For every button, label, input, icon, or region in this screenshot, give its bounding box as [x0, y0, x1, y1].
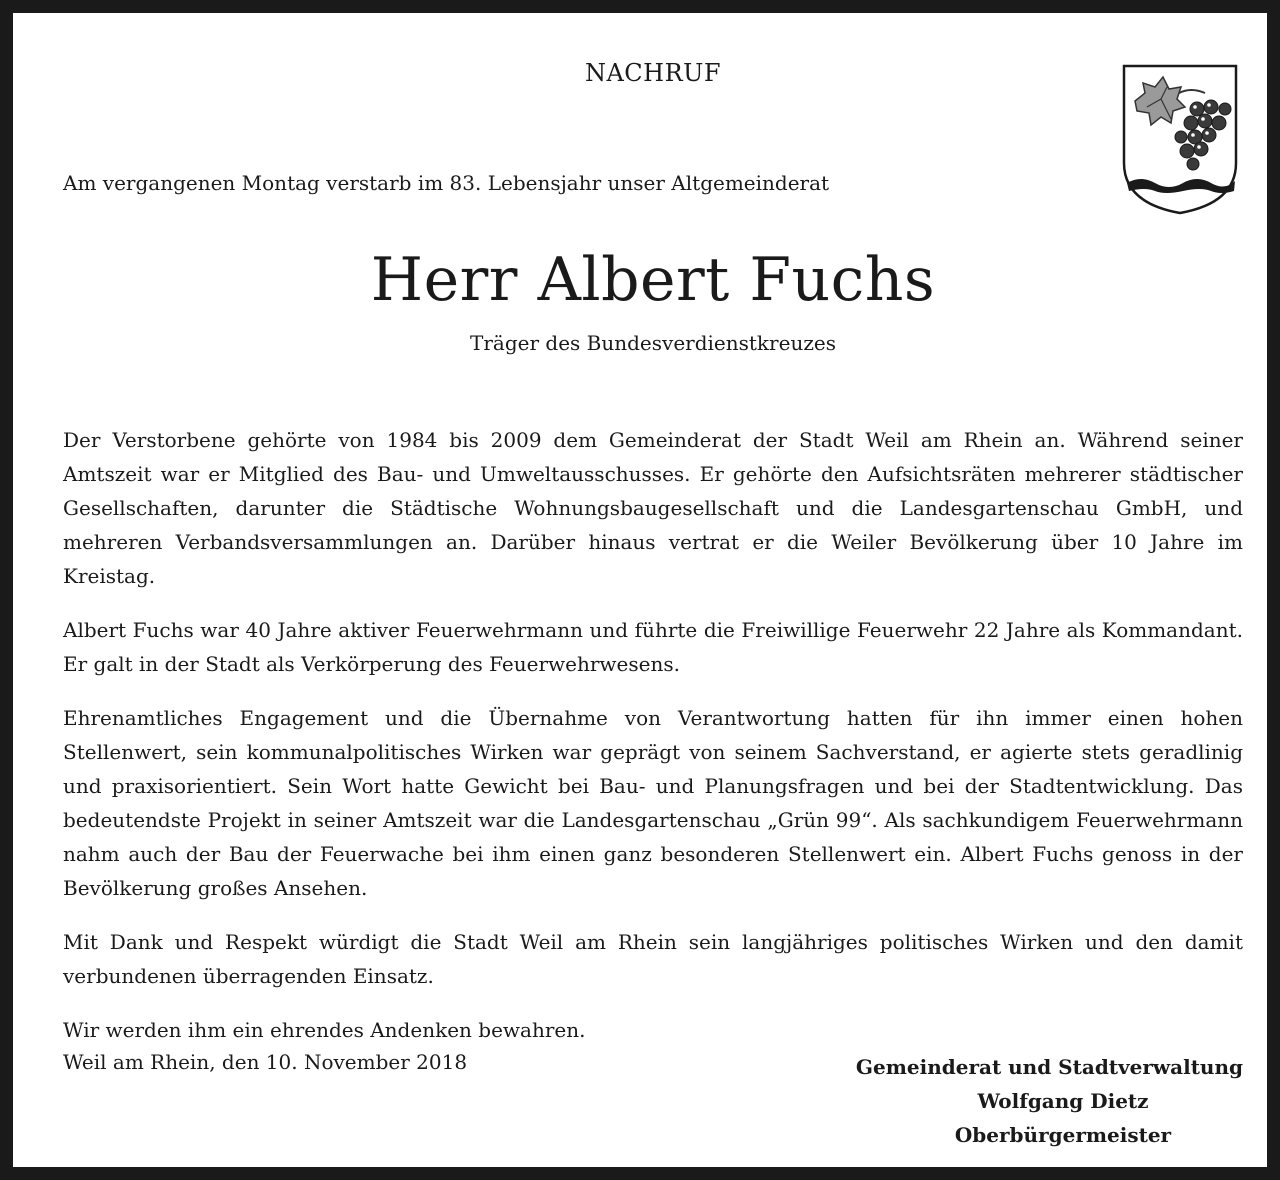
- obituary-body: [63, 423, 1243, 1067]
- honor-line: Träger des Bundesverdienstkreuzes: [470, 331, 836, 355]
- signature-title: Oberbürgermeister: [954, 1123, 1172, 1147]
- heading: NACHRUF: [584, 59, 722, 87]
- deceased-name: Herr Albert Fuchs: [370, 245, 936, 315]
- paragraph-gratitude: Mit Dank und Respekt würdigt die Stadt Weil am Rhein sein langjähriges politisches Wirken und den damit verbundenen überragenden Einsatz.: [63, 930, 1243, 988]
- paragraph-career: Der Verstorbene gehörte von 1984 bis 2009 dem Gemeinderat der Stadt Weil am Rhein an. Während seiner Amtszeit war er Mitglied des Bau- und Umweltausschusses. Er gehörte den Aufsichtsräten mehrerer städtischer Gesellschaften, darunter die Städtische Wohnungsbaugesellschaft und die Landesgartenschau GmbH, und mehreren Verbandsversammlungen an. Darüber hinaus vertrat er die Weiler Bevölkerung über 10 Jahre im Kreistag.: [63, 428, 1243, 588]
- paragraph-remembrance: Wir werden ihm ein ehrendes Andenken bewahren.: [63, 1018, 586, 1042]
- signature-block: [843, 1050, 1243, 1152]
- signature-organization: Gemeinderat und Stadtverwaltung: [855, 1055, 1243, 1079]
- signature-person: Wolfgang Dietz: [977, 1089, 1149, 1113]
- grape-crest-icon: [1121, 63, 1239, 215]
- paragraph-fire-brigade: Albert Fuchs war 40 Jahre aktiver Feuerwehrmann und führte die Freiwillige Feuerwehr 22 Jahre als Kommandant. Er galt in der Stadt als Verkörperung des Feuerwehrwesens.: [63, 618, 1243, 676]
- paragraph-engagement: Ehrenamtliches Engagement und die Übernahme von Verantwortung hatten für ihn immer einen hohen Stellenwert, sein kommunalpolitisches Wirken war geprägt von seinem Sachverstand, er agierte stets geradlinig und praxisorientiert. Sein Wort hatte Gewicht bei Bau- und Planungsfragen und bei der Stadtentwicklung. Das bedeutendste Projekt in seiner Amtszeit war die Landesgartenschau „Grün 99“. Als sachkundigem Feuerwehrmann nahm auch der Bau der Feuerwache bei ihm einen ganz besonderen Stellenwert ein. Albert Fuchs genoss in der Bevölkerung großes Ansehen.: [63, 706, 1243, 900]
- place-date: Weil am Rhein, den 10. November 2018: [63, 1050, 468, 1074]
- intro-line: Am vergangenen Montag verstarb im 83. Lebensjahr unser Altgemeinderat: [63, 171, 830, 195]
